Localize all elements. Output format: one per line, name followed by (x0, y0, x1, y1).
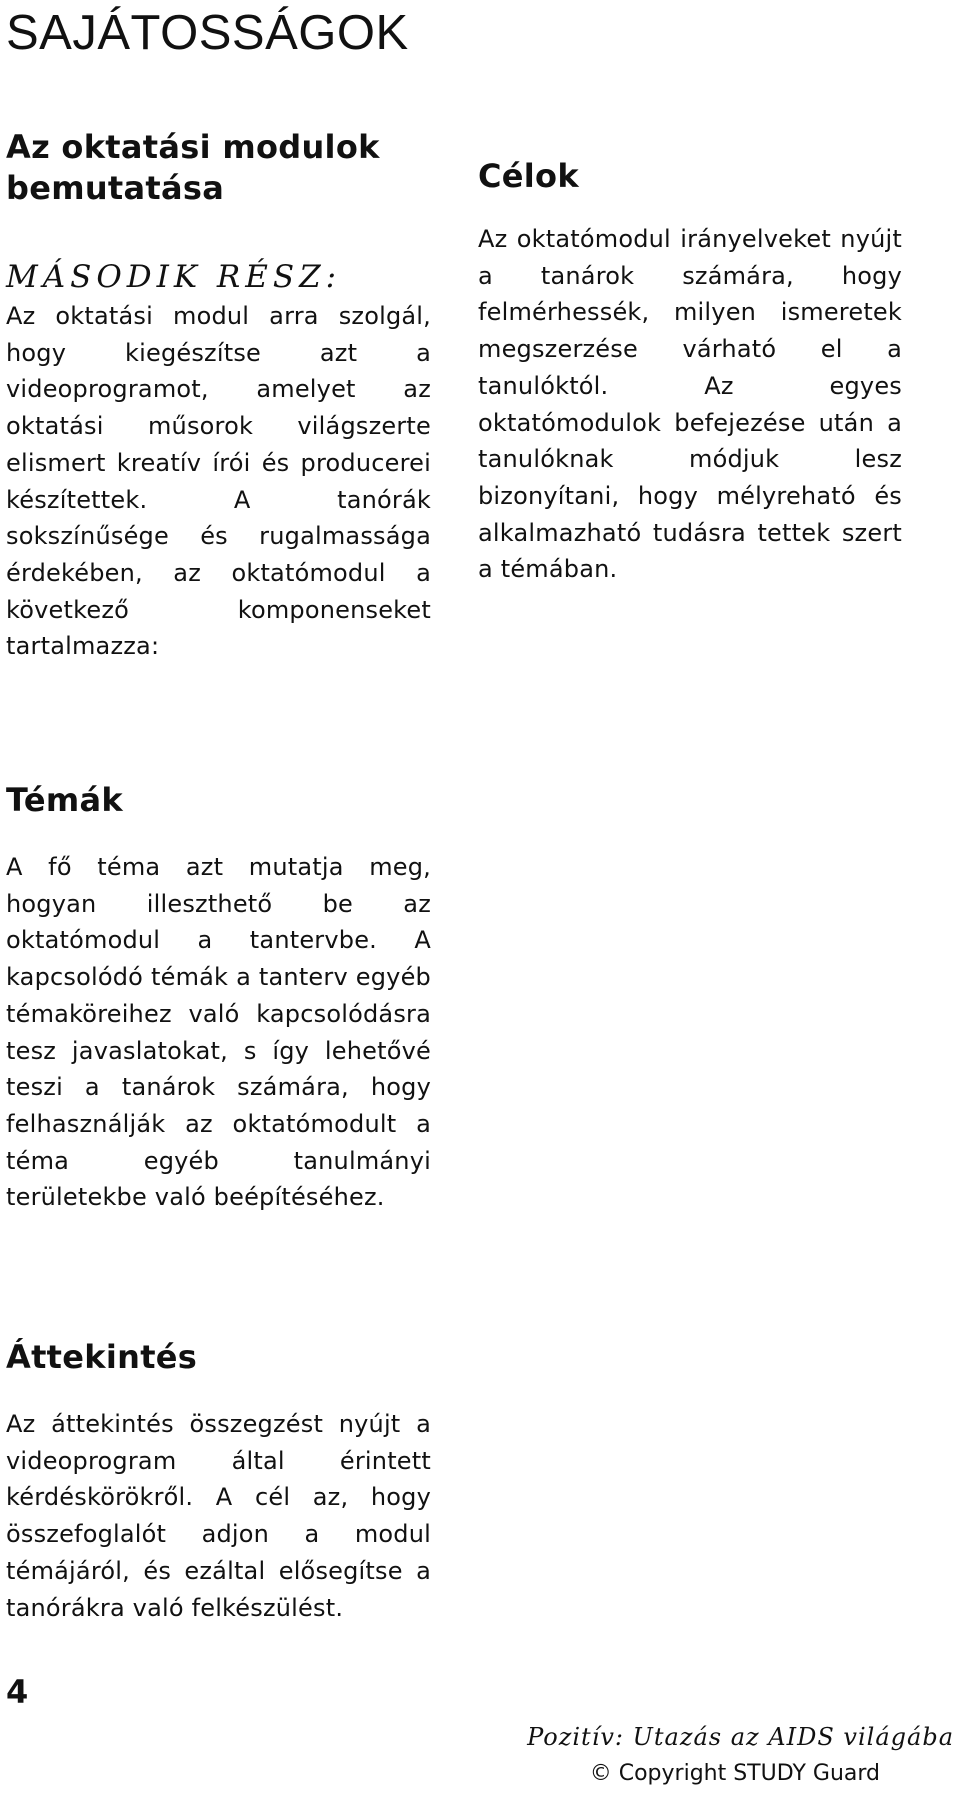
section-overview (6, 1337, 431, 1626)
section-topics-body: A fő téma azt mutatja meg, hogyan illeszthető be az oktatómodul a tantervbe. A kapcsolódó témák a tanterv egyéb témaköreihez való kapcsolódásra tesz javaslatokat, s így lehetővé teszi a tanárok számára, hogy felhasználják az oktatómodult a téma egyéb tanulmányi területekbe való beépítéséhez. (6, 853, 431, 1212)
section-goals-heading: Célok (478, 157, 579, 195)
section-topics (6, 780, 431, 1216)
section-modules-heading: Az oktatási modulok bemutatása (6, 128, 380, 207)
footer-copyright: © Copyright STUDY Guard (589, 1761, 880, 1786)
footer-book-title: Pozitív: Utazás az AIDS világába (527, 1723, 954, 1751)
page-title: SAJÁTOSSÁGOK (6, 6, 409, 60)
section-topics-heading: Témák (6, 781, 123, 819)
section-goals (478, 156, 902, 588)
section-overview-body: Az áttekintés összegzést nyújt a videoprogram által érintett kérdéskörökről. A cél az, hogy összefoglalót adjon a modul témájáról, és ezáltal elősegítse a tanórákra való felkészülést. (6, 1410, 431, 1622)
section-modules-subheading: MÁSODIK RÉSZ: (6, 259, 342, 295)
section-modules (6, 127, 431, 665)
section-goals-body: Az oktatómodul irányelveket nyújt a tanárok számára, hogy felmérhessék, milyen ismeretek megszerzése várható el a tanulóktól. Az egyes oktatómodulok befejezése után a tanulóknak módjuk lesz bizonyítani, hogy mélyreható és alkalmazható tudásra tettek szert a témában. (478, 225, 902, 584)
section-modules-body: Az oktatási modul arra szolgál, hogy kiegészítse azt a videoprogramot, amelyet az oktatási műsorok világszerte elismert kreatív írói és producerei készítettek. A tanórák sokszínűsége és rugalmassága érdekében, az oktatómodul a következő komponenseket tartalmazza: (6, 302, 431, 661)
section-overview-heading: Áttekintés (6, 1338, 198, 1376)
page-number: 4 (6, 1673, 29, 1711)
